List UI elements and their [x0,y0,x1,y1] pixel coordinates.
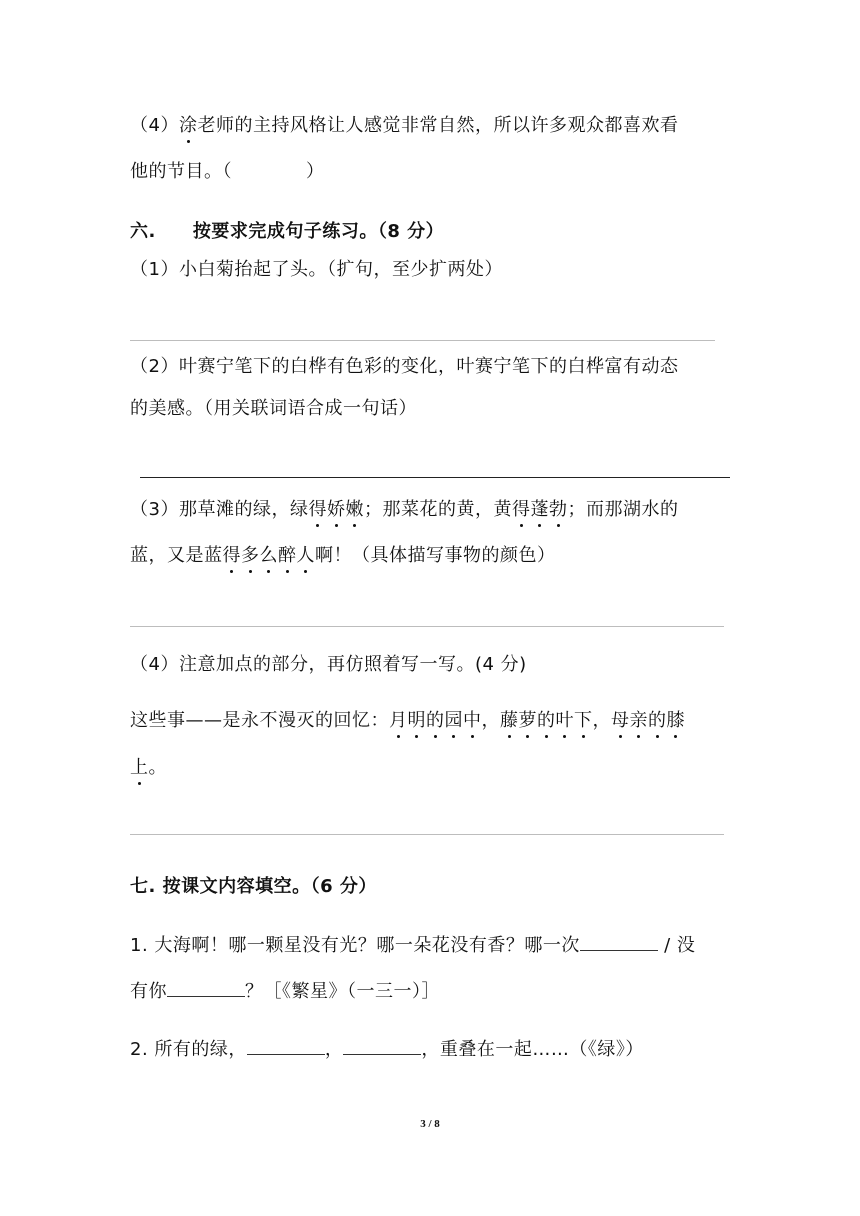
page-number: 3 / 8 [420,1118,440,1130]
emphasis-dot-char: 得 [511,499,531,520]
emphasized-phrase [512,499,568,520]
emphasis-dot-char: 醉 [278,545,297,566]
s6-item4: （4）注意加点的部分，再仿照着写一写。(4 分) [130,654,527,675]
emphasis-dot-char: 人 [296,545,315,566]
section7-heading: 七. 按课文内容填空。（6 分） [130,876,377,897]
s6-item3-line2: 蓝，又是蓝得多么醉人啊！（具体描写事物的颜色） [130,545,556,566]
emphasis-dot-char: 园 [444,710,463,731]
section6-heading: 六. 按要求完成句子练习。（8 分） [130,221,445,242]
emphasis-dot-char: 下 [574,710,593,731]
fill-blank[interactable] [580,932,658,951]
emphasis-dot-char: 蓬 [530,499,549,520]
emphasis-dot-char: 母 [611,710,630,731]
example-line1: 这些事——是永不漫灭的回忆：月明的园中，藤萝的叶下，母亲的膝 [130,710,685,731]
s7-q1-line1: 1. 大海啊！哪一颗星没有光？哪一朵花没有香？哪一次 / 没 [130,932,695,958]
emphasis-dot-char: 的 [648,710,667,731]
emphasized-phrase [308,499,364,520]
answer-line-4[interactable] [130,834,724,835]
emphasized-phrase [500,710,593,731]
s6-item3-line1: （3）那草滩的绿，绿得娇嫩；那菜花的黄，黄得蓬勃；而那湖水的 [130,499,679,520]
emphasis-dot-char: 娇 [326,499,346,520]
emphasis-dot-char: 嫩 [345,499,364,520]
emphasis-dot-char: 中 [463,710,482,731]
emphasis-dot-char: 得 [222,545,241,566]
s6-item2-line1: （2）叶赛宁笔下的白桦有色彩的变化，叶赛宁笔下的白桦富有动态 [130,356,679,377]
emphasis-dot-char: 勃 [548,499,568,520]
emphasis-dot-char: 么 [259,545,278,566]
example-line2: 上。 [130,757,167,778]
s7-q2: 2. 所有的绿， ， ，重叠在一起……（《绿》） [130,1036,644,1062]
emphasis-dot-char: 多 [241,545,260,566]
emphasis-dot-char: 明 [407,710,426,731]
fill-blank[interactable] [167,978,245,997]
s6-item2-line2: 的美感。（用关联词语合成一句话） [130,398,417,419]
emphasis-dot-char: 藤 [500,710,519,731]
emphasis-dot-char: 膝 [666,710,685,731]
emphasis-dot-char: 萝 [518,710,537,731]
emphasized-phrase [389,710,482,731]
emphasis-dot-char: 的 [537,710,556,731]
emphasized-phrase [223,545,316,566]
s7-q1-line2: 有你 ？［《繁星》（一三一）］ [130,978,440,1004]
q5-item4-line2: 他的节目。（ ） [130,161,325,182]
fill-blank[interactable] [343,1036,421,1055]
emphasized-phrase [130,757,149,778]
emphasis-dot-char: 月 [389,710,408,731]
s6-item1: （1）小白菊抬起了头。（扩句，至少扩两处） [130,259,503,280]
emphasis-dot-char: 的 [426,710,445,731]
emphasized-phrase [611,710,685,731]
emphasis-dot-char: 亲 [629,710,648,731]
emphasis-dot-char: 叶 [555,710,574,731]
emphasis-dot-char: 涂 [178,115,198,136]
emphasis-dot-char: 得 [308,499,327,520]
q5-item4-line1: （4）涂老师的主持风格让人感觉非常自然，所以许多观众都喜欢看 [130,115,679,136]
answer-line-1[interactable] [130,340,715,341]
answer-line-2[interactable] [140,477,730,478]
fill-blank[interactable] [247,1036,325,1055]
answer-line-3[interactable] [130,626,724,627]
emphasis-dot-char: 上 [130,757,149,778]
